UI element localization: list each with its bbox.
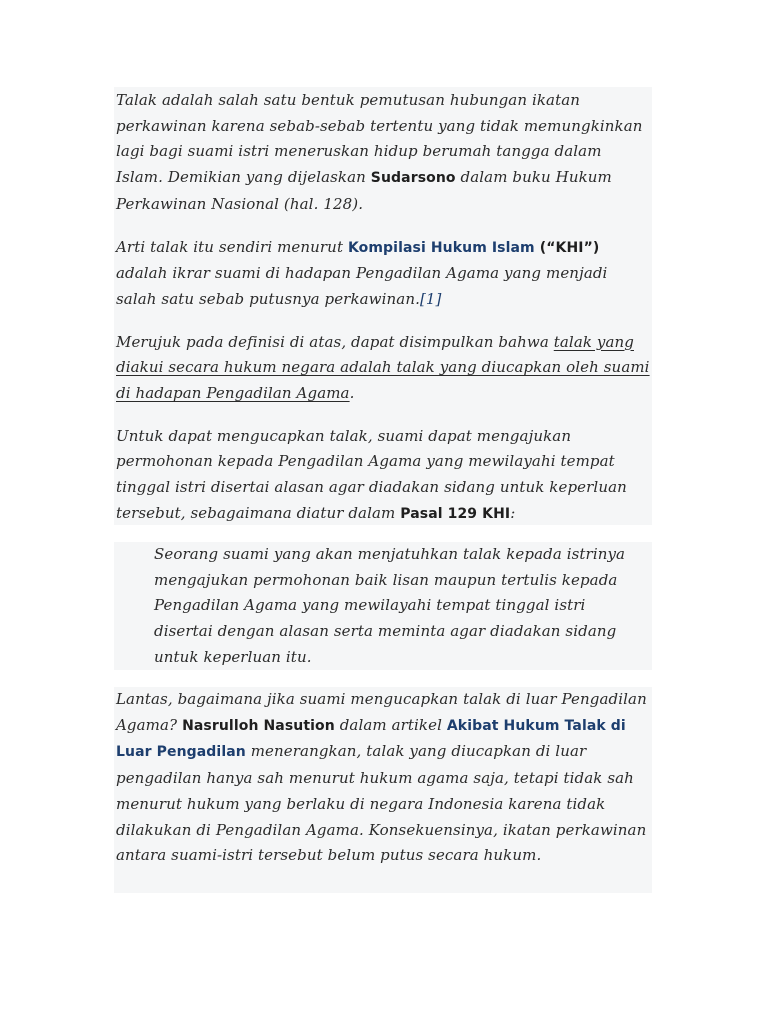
khi-link[interactable]: Kompilasi Hukum Islam <box>347 239 535 256</box>
author-name: Sudarsono <box>370 170 456 187</box>
quote-text: Seorang suami yang akan menjatuhkan talak kepada istrinya mengajukan permohonan baik lisan maupun tertulis kepada Pengadilan Agama yang mewilayahi tempat tinggal istri disertai dengan alasan serta meminta agar diadakan sidang untuk keperluan itu. <box>154 545 626 666</box>
blockquote-pasal-129 <box>114 542 652 670</box>
article-link[interactable]: Akibat Hukum Talak di Luar Pengadilan <box>116 717 626 761</box>
paragraph-4: Untuk dapat mengucapkan talak, suami dapat mengajukan permohonan kepada Pengadilan Agama yang mewilayahi tempat tinggal istri disertai alasan agar diadakan sidang untuk keperluan tersebut, sebagaimana diatur dalam Pasal 129 KHI: <box>116 426 627 522</box>
article-section-bottom <box>114 687 652 893</box>
paragraph-1: Talak adalah salah satu bentuk pemutusan hubungan ikatan perkawinan karena sebab-sebab tertentu yang tidak memungkinkan lagi bagi suami istri meneruskan hidup berumah tangga dalam Islam. Demikian yang dijelaskan Sudarsono dalam buku Hukum Perkawinan Nasional (hal. 128). <box>116 91 643 213</box>
khi-abbrev: (“KHI”) <box>534 239 600 256</box>
paragraph-5: Lantas, bagaimana jika suami mengucapkan talak di luar Pengadilan Agama? Nasrulloh Nasution dalam artikel Akibat Hukum Talak di Luar Pengadilan menerangkan, talak yang diucapkan di luar pengadilan hanya sah menurut hukum agama saja, tetapi tidak sah menurut hukum yang berlaku di negara Indonesia karena tidak dilakukan di Pengadilan Agama. Konsekuensinya, ikatan perkawinan antara suami-istri tersebut belum putus secara hukum. <box>116 690 647 865</box>
article-section-top <box>114 87 652 525</box>
author-nasution: Nasrulloh Nasution <box>182 717 335 734</box>
paragraph-3: Merujuk pada definisi di atas, dapat disimpulkan bahwa talak yang diakui secara hukum negara adalah talak yang diucapkan oleh suami di hadapan Pengadilan Agama. <box>116 332 650 403</box>
paragraph-2: Arti talak itu sendiri menurut Kompilasi Hukum Islam (“KHI”) adalah ikrar suami di hadapan Pengadilan Agama yang menjadi salah satu sebab putusnya perkawinan.[1] <box>116 237 608 308</box>
pasal-reference: Pasal 129 KHI <box>400 505 511 522</box>
underlined-conclusion: talak yang diakui secara hukum negara adalah talak yang diucapkan oleh suami di hadapan Pengadilan Agama <box>116 332 650 403</box>
footnote-ref-1[interactable]: [1] <box>419 289 442 308</box>
